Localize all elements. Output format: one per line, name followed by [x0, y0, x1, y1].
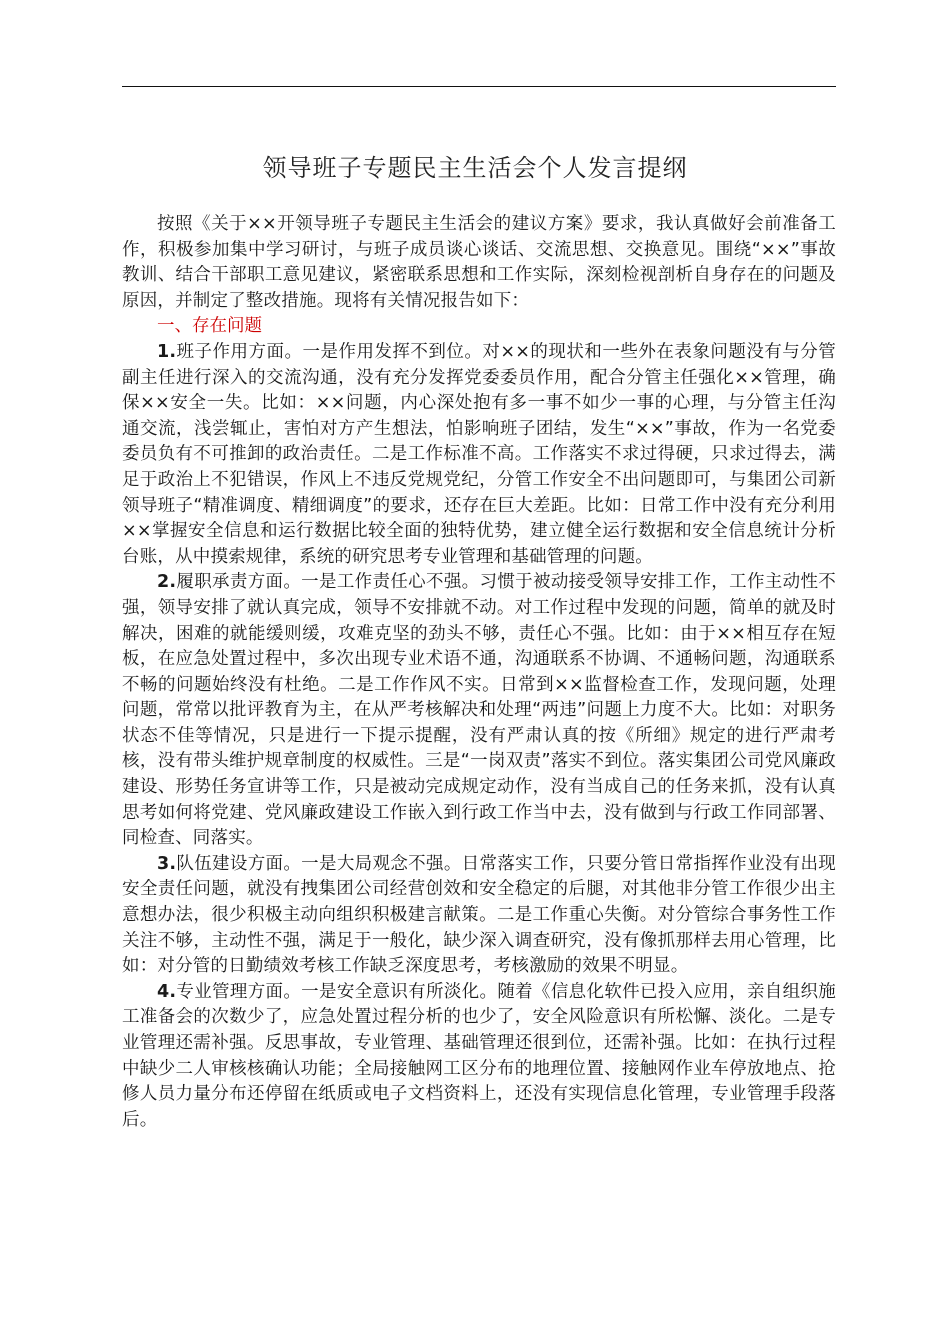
item-number: 3.	[157, 853, 177, 874]
item-text: 履职承责方面。一是工作责任心不强。习惯于被动接受领导安排工作，工作主动性不强，领导安排了就认真完成，领导不安排就不动。对工作过程中发现的问题，简单的就及时解决，困难的就能缓则缓，攻难克坚的劲头不够，责任心不强。比如：由于××相互存在短板，在应急处置过程中，多次出现专业术语不通，沟通联系不协调、不通畅问题，沟通联系不畅的问题始终没有杜绝。二是工作作风不实。日常到××监督检查工作，发现问题，处理问题，常常以批评教育为主，在从严考核解决和处理“两违”问题上力度不大。比如：对职务状态不佳等情况，只是进行一下提示提醒，没有严肃认真的按《所细》规定的进行严肃考核，没有带头维护规章制度的权威性。三是“一岗双责”落实不到位。落实集团公司党风廉政建设、形势任务宣讲等工作，只是被动完成规定动作，没有当成自己的任务来抓，没有认真思考如何将党建、党风廉政建设工作嵌入到行政工作当中去，没有做到与行政工作同部署、同检查、同落实。	[122, 572, 836, 849]
document-body	[122, 212, 836, 1133]
item-paragraph-1	[122, 340, 836, 570]
item-text: 专业管理方面。一是安全意识有所淡化。随着《信息化软件已投入应用，亲自组织施工准备会的次数少了，应急处置过程分析的也少了，安全风险意识有所松懈、淡化。二是专业管理还需补强。反思事故，专业管理、基础管理还很到位，还需补强。比如：在执行过程中缺少二人审核核确认功能；全局接触网工区分布的地理位置、接触网作业车停放地点、抢修人员力量分布还停留在纸质或电子文档资料上，还没有实现信息化管理，专业管理手段落后。	[122, 981, 836, 1130]
item-text: 班子作用方面。一是作用发挥不到位。对××的现状和一些外在表象问题没有与分管副主任进行深入的交流沟通，没有充分发挥党委委员作用，配合分管主任强化××管理，确保××安全一失。比如：××问题，内心深处抱有多一事不如少一事的心理，与分管主任沟通交流，浅尝辄止，害怕对方产生想法，怕影响班子团结，发生“××”事故，作为一名党委委员负有不可推卸的政治责任。二是工作标准不高。工作落实不求过得硬，只求过得去，满足于政治上不犯错误，作风上不违反党规党纪，分管工作安全不出问题即可，与集团公司新领导班子“精准调度、精细调度”的要求，还存在巨大差距。比如：日常工作中没有充分利用××掌握安全信息和运行数据比较全面的独特优势，建立健全运行数据和安全信息统计分析台账，从中摸索规律，系统的研究思考专业管理和基础管理的问题。	[122, 341, 836, 567]
header-rule	[122, 86, 836, 87]
section-heading: 一、存在问题	[157, 316, 262, 337]
item-paragraph-3	[122, 852, 836, 980]
item-number: 2.	[157, 572, 177, 593]
item-paragraph-2	[122, 570, 836, 852]
intro-paragraph: 按照《关于××开领导班子专题民主生活会的建议方案》要求，我认真做好会前准备工作，积极参加集中学习研讨，与班子成员谈心谈话、交流思想、交换意见。围绕“××”事故教训、结合干部职工意见建议，紧密联系思想和工作实际，深刻检视剖析自身存在的问题及原因，并制定了整改措施。现将有关情况报告如下：	[122, 214, 836, 311]
item-number: 4.	[157, 981, 177, 1002]
item-text: 队伍建设方面。一是大局观念不强。日常落实工作，只要分管日常指挥作业没有出现安全责任问题，就没有拽集团公司经营创效和安全稳定的后腿，对其他非分管工作很少出主意想办法，很少积极主动向组织积极建言献策。二是工作重心失衡。对分管综合事务性工作关注不够，主动性不强，满足于一般化，缺少深入调查研究，没有像抓那样去用心管理，比如：对分管的日勤绩效考核工作缺乏深度思考，考核激励的效果不明显。	[122, 853, 836, 977]
document-title: 领导班子专题民主生活会个人发言提纲	[262, 154, 688, 182]
item-number: 1.	[157, 341, 177, 362]
item-paragraph-4	[122, 980, 836, 1134]
